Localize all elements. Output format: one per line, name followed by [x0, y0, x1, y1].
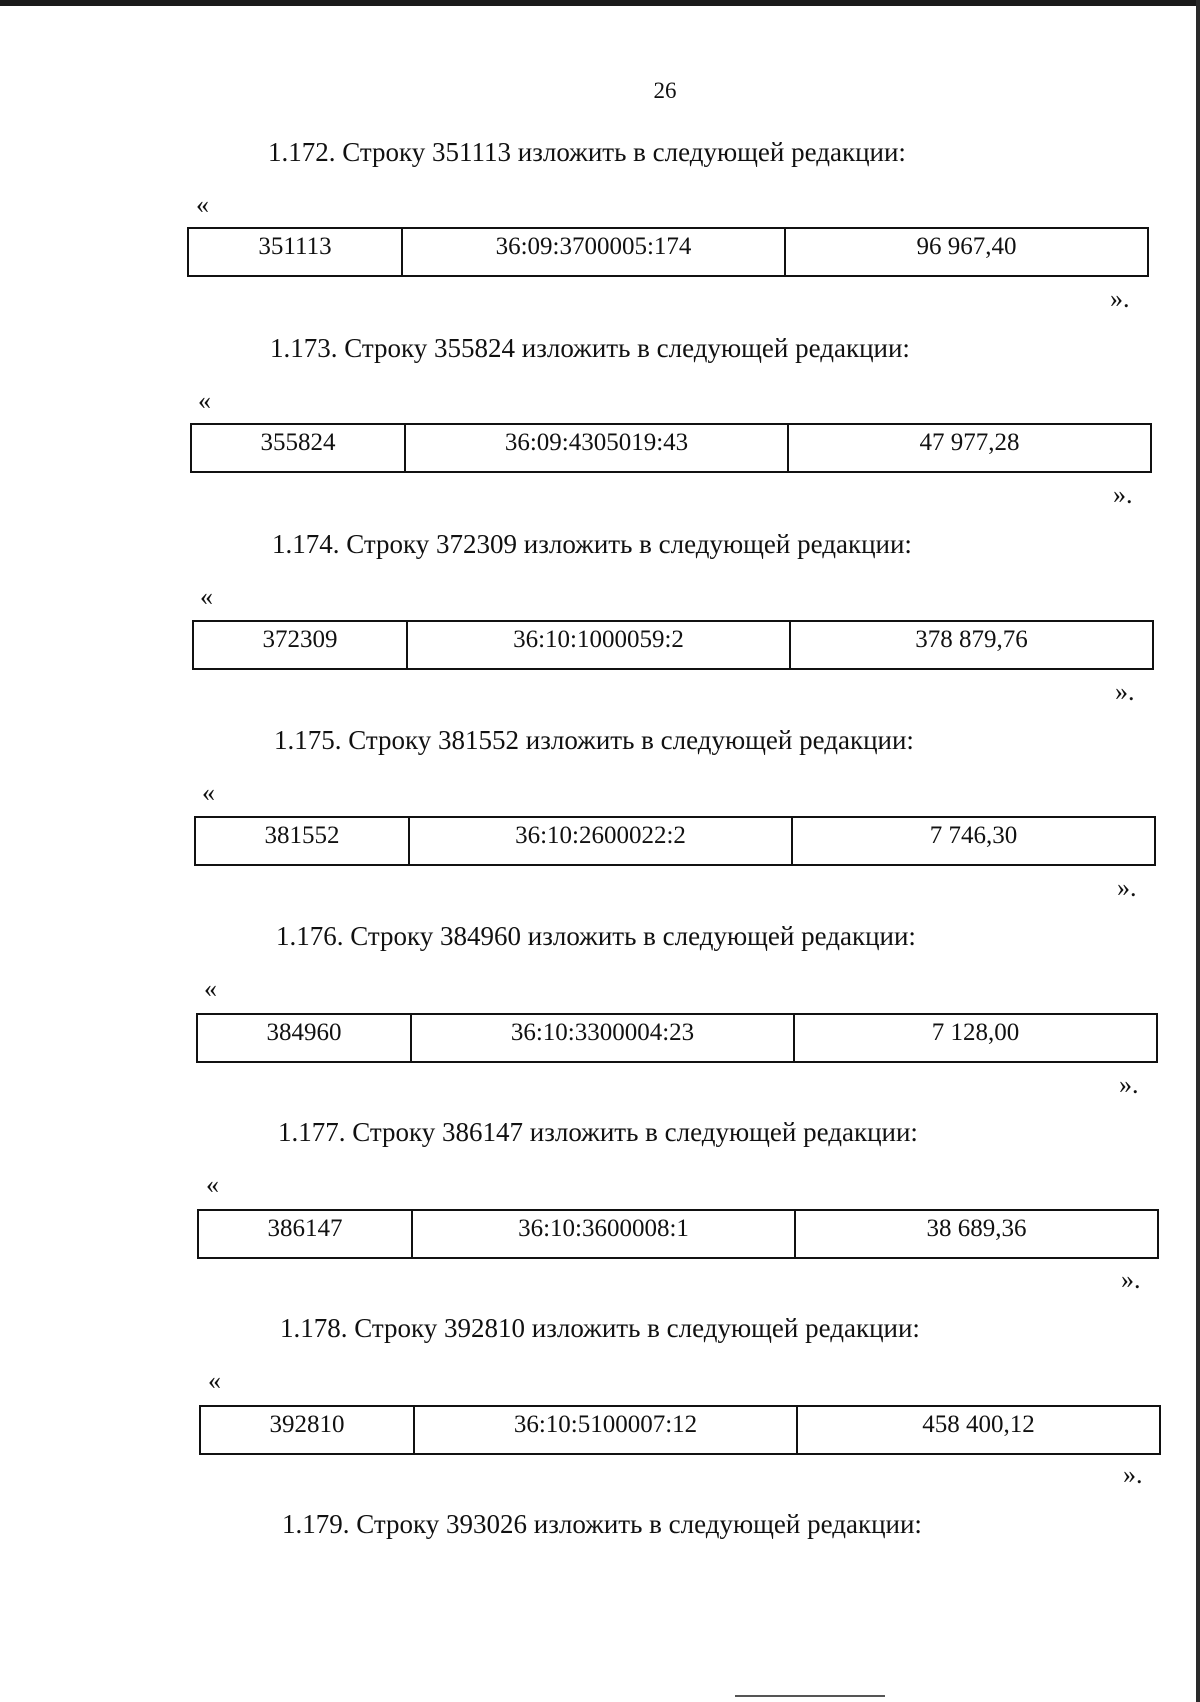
page-number: 26	[653, 78, 677, 103]
table-row	[194, 816, 1156, 866]
close-quote: ».	[1117, 873, 1137, 902]
row-code-cell: 386147	[267, 1215, 343, 1242]
close-quote: ».	[1110, 284, 1130, 313]
cadastral-number-cell: 36:10:2600022:2	[408, 818, 791, 864]
cadastral-number-cell: 36:09:3700005:174	[401, 229, 784, 275]
entry-heading: 1.175. Строку 381552 изложить в следующей редакции:	[274, 725, 914, 755]
value-cell: 7 128,00	[793, 1015, 1156, 1061]
open-quote: «	[208, 1366, 221, 1395]
close-quote: ».	[1123, 1460, 1143, 1489]
cadastral-number-cell: 36:10:3300004:23	[410, 1015, 793, 1061]
row-code-cell: 372309	[262, 626, 338, 653]
entry-heading: 1.179. Строку 393026 изложить в следующей редакции:	[282, 1509, 922, 1539]
value-cell: 7 746,30	[791, 818, 1154, 864]
cadastral-number-cell: 36:10:5100007:12	[413, 1407, 796, 1453]
entry-heading: 1.176. Строку 384960 изложить в следующей редакции:	[276, 921, 916, 951]
value-cell: 47 977,28	[787, 425, 1150, 471]
cadastral-number-cell: 36:10:3600008:1	[411, 1211, 794, 1257]
value-cell: 378 879,76	[789, 622, 1152, 668]
open-quote: «	[200, 582, 213, 611]
entry-heading: 1.172. Строку 351113 изложить в следующей редакции:	[268, 137, 906, 167]
entry-heading: 1.173. Строку 355824 изложить в следующей редакции:	[270, 333, 910, 363]
close-quote: ».	[1119, 1070, 1139, 1099]
entry-heading: 1.177. Строку 386147 изложить в следующей редакции:	[278, 1117, 918, 1147]
scan-artifact-line	[735, 1695, 885, 1697]
table-row	[197, 1209, 1159, 1259]
row-code-cell: 392810	[269, 1411, 345, 1438]
row-code-cell: 355824	[260, 429, 336, 456]
entry-heading: 1.174. Строку 372309 изложить в следующей редакции:	[272, 529, 912, 559]
close-quote: ».	[1115, 677, 1135, 706]
table-row	[196, 1013, 1158, 1063]
row-code-cell: 381552	[264, 822, 340, 849]
value-cell: 38 689,36	[794, 1211, 1157, 1257]
open-quote: «	[204, 974, 217, 1003]
row-code-cell: 351113	[258, 233, 332, 260]
value-cell: 458 400,12	[796, 1407, 1159, 1453]
open-quote: «	[196, 190, 209, 219]
open-quote: «	[198, 386, 211, 415]
close-quote: ».	[1113, 480, 1133, 509]
row-code-cell: 384960	[266, 1019, 342, 1046]
open-quote: «	[206, 1170, 219, 1199]
scan-edge-right	[1196, 0, 1200, 1702]
close-quote: ».	[1121, 1265, 1141, 1294]
entry-heading: 1.178. Строку 392810 изложить в следующей редакции:	[280, 1313, 920, 1343]
table-row	[199, 1405, 1161, 1455]
cadastral-number-cell: 36:10:1000059:2	[406, 622, 789, 668]
cadastral-number-cell: 36:09:4305019:43	[404, 425, 787, 471]
table-row	[187, 227, 1149, 277]
open-quote: «	[202, 778, 215, 807]
table-row	[190, 423, 1152, 473]
table-row	[192, 620, 1154, 670]
scan-edge-top	[0, 0, 1200, 6]
value-cell: 96 967,40	[784, 229, 1147, 275]
